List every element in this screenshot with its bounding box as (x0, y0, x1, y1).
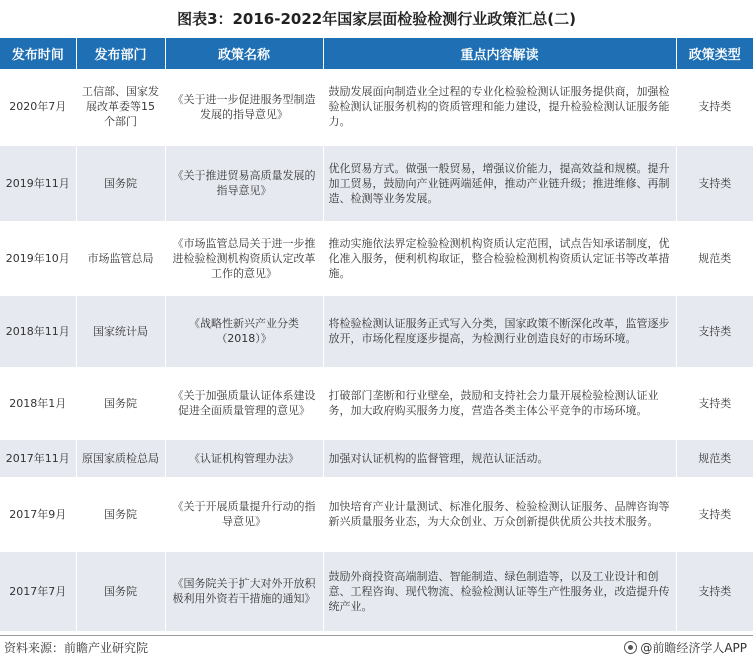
table-header-row (0, 38, 753, 69)
cell-dept: 国务院 (76, 145, 165, 221)
cell-policy-name: 《关于进一步促进服务型制造发展的指导意见》 (165, 69, 323, 145)
header-date: 发布时间 (0, 38, 76, 69)
cell-type: 规范类 (676, 439, 753, 477)
header-policy-name: 政策名称 (165, 38, 323, 69)
source-note: 资料来源：前瞻产业研究院 (4, 641, 149, 655)
cell-type: 支持类 (676, 145, 753, 221)
cell-date: 2019年11月 (0, 145, 76, 221)
cell-dept: 国家统计局 (76, 295, 165, 367)
cell-policy-name: 《认证机构管理办法》 (165, 439, 323, 477)
cell-type: 支持类 (676, 69, 753, 145)
cell-content: 加快培育产业计量测试、标准化服务、检验检测认证服务、品牌咨询等新兴质量服务业态，为大众创业、万众创新提供优质公共技术服务。 (323, 477, 676, 551)
table-row (0, 295, 753, 367)
cell-policy-name: 《关于加强质量认证体系建设促进全面质量管理的意见》 (165, 367, 323, 439)
cell-type: 支持类 (676, 367, 753, 439)
cell-type: 支持类 (676, 477, 753, 551)
cell-type: 支持类 (676, 551, 753, 631)
table-row (0, 477, 753, 551)
cell-content: 鼓励发展面向制造业全过程的专业化检验检测认证服务提供商，加强检验检测认证服务机构的资质管理和能力建设，提升检验检测认证服务能力。 (323, 69, 676, 145)
header-type: 政策类型 (676, 38, 753, 69)
cell-type: 规范类 (676, 221, 753, 295)
cell-content: 加强对认证机构的监督管理，规范认证活动。 (323, 439, 676, 477)
cell-policy-name: 《市场监管总局关于进一步推进检验检测机构资质认定改革工作的意见》 (165, 221, 323, 295)
header-dept: 发布部门 (76, 38, 165, 69)
cell-content: 打破部门垄断和行业壁垒，鼓励和支持社会力量开展检验检测认证业务，加大政府购买服务力度，营造各类主体公平竞争的市场环境。 (323, 367, 676, 439)
table-row (0, 221, 753, 295)
cell-dept: 国务院 (76, 551, 165, 631)
cell-policy-name: 《战略性新兴产业分类（2018）》 (165, 295, 323, 367)
cell-dept: 国务院 (76, 477, 165, 551)
cell-policy-name: 《关于推进贸易高质量发展的指导意见》 (165, 145, 323, 221)
table-row (0, 367, 753, 439)
chart-title: 图表3：2016-2022年国家层面检验检测行业政策汇总(二) (177, 10, 576, 28)
cell-content: 将检验检测认证服务正式写入分类，国家政策不断深化改革，监管逐步放开，市场化程度逐步提高，为检测行业创造良好的市场环境。 (323, 295, 676, 367)
cell-date: 2018年1月 (0, 367, 76, 439)
cell-date: 2017年9月 (0, 477, 76, 551)
cell-dept: 原国家质检总局 (76, 439, 165, 477)
header-content: 重点内容解读 (323, 38, 676, 69)
cell-dept: 工信部、国家发展改革委等15个部门 (76, 69, 165, 145)
cell-date: 2020年7月 (0, 69, 76, 145)
brand-logo-icon (624, 641, 637, 654)
cell-policy-name: 《国务院关于扩大对外开放积极利用外资若干措施的通知》 (165, 551, 323, 631)
cell-date: 2017年11月 (0, 439, 76, 477)
table-row (0, 551, 753, 631)
cell-dept: 市场监管总局 (76, 221, 165, 295)
cell-content: 鼓励外商投资高端制造、智能制造、绿色制造等，以及工业设计和创意、工程咨询、现代物流、检验检测认证等生产性服务业，改造提升传统产业。 (323, 551, 676, 631)
cell-policy-name: 《关于开展质量提升行动的指导意见》 (165, 477, 323, 551)
brand-text: @前瞻经济学人APP (640, 641, 747, 655)
table-row (0, 439, 753, 477)
table-row (0, 145, 753, 221)
cell-date: 2017年7月 (0, 551, 76, 631)
cell-date: 2019年10月 (0, 221, 76, 295)
cell-type: 支持类 (676, 295, 753, 367)
cell-dept: 国务院 (76, 367, 165, 439)
footer-divider (0, 635, 753, 636)
cell-date: 2018年11月 (0, 295, 76, 367)
policy-table (0, 38, 753, 632)
table-row (0, 69, 753, 145)
brand-credit (624, 639, 747, 657)
cell-content: 推动实施依法界定检验检测机构资质认定范围，试点告知承诺制度，优化准入服务，便利机构取证，整合检验检测机构资质认定证书等改革措施。 (323, 221, 676, 295)
cell-content: 优化贸易方式。做强一般贸易，增强议价能力，提高效益和规模。提升加工贸易，鼓励向产业链两端延伸，推动产业链升级；推进维修、再制造、检测等业务发展。 (323, 145, 676, 221)
